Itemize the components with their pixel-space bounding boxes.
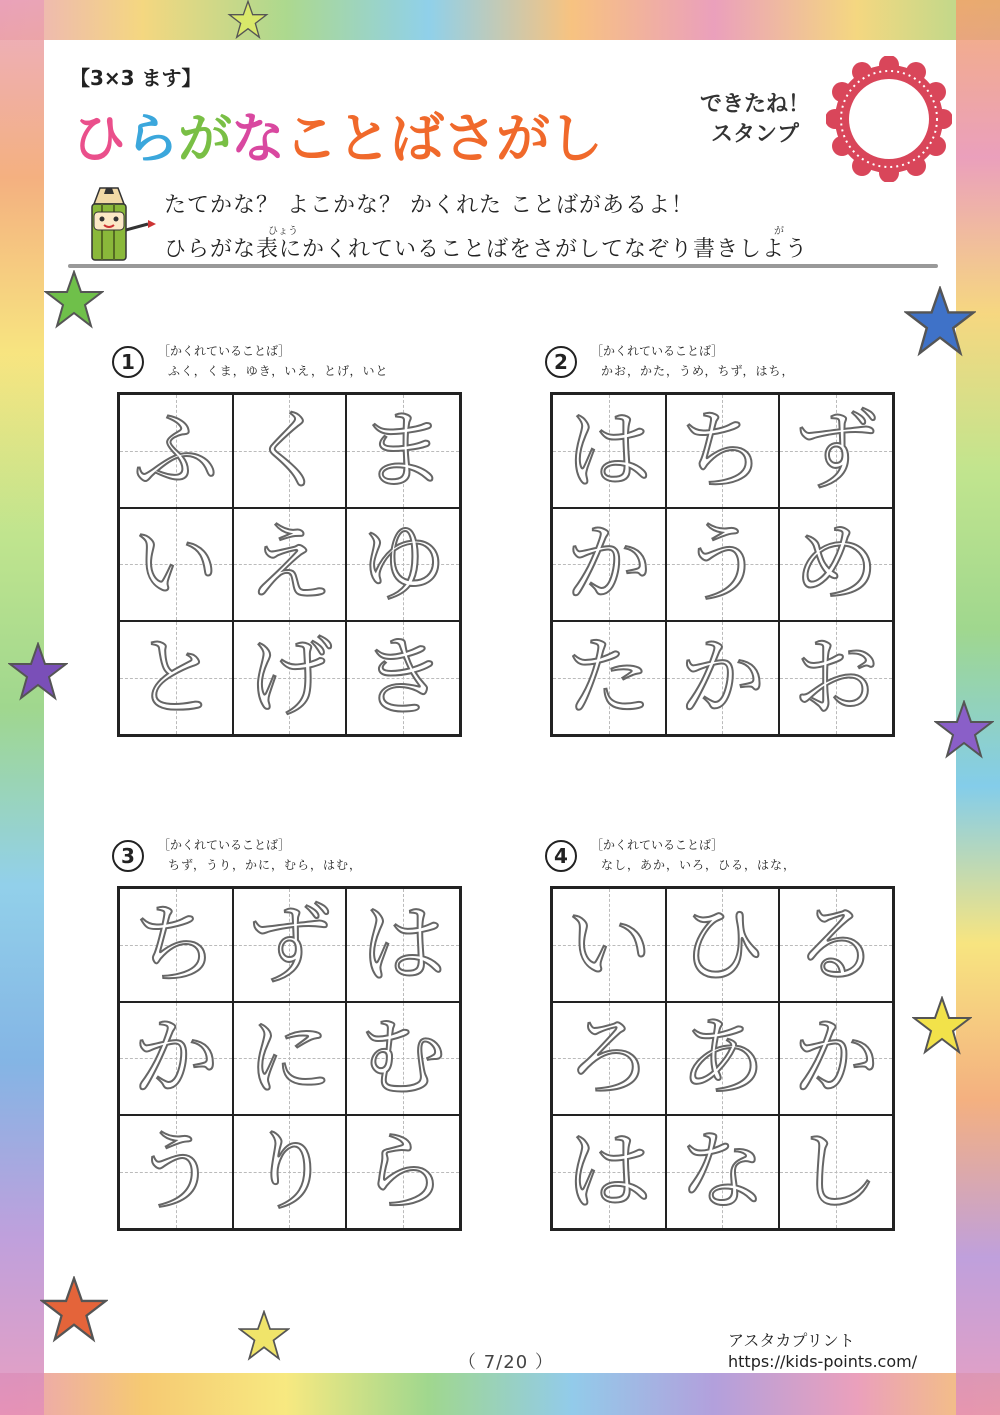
trace-kana: か — [565, 514, 652, 615]
ruby-hyou: ひょう — [268, 226, 298, 237]
grid-cell[interactable] — [552, 1002, 666, 1116]
kana-grid — [117, 886, 462, 1231]
brand-name: アスタカプリント — [728, 1331, 855, 1350]
grid-cell[interactable] — [119, 508, 233, 622]
grid-cell[interactable] — [119, 1115, 233, 1229]
trace-kana: た — [565, 628, 652, 729]
trace-kana: ち — [679, 400, 766, 501]
hidden-words-list: かお，かた，うめ，ちず，はち， — [601, 364, 795, 378]
trace-kana: う — [132, 1122, 219, 1223]
trace-kana: い — [565, 894, 652, 995]
grid-cell[interactable] — [346, 394, 460, 508]
page-title — [72, 96, 602, 173]
stamp-label-line1: できたね！ — [699, 92, 810, 117]
grid-cell[interactable] — [233, 1115, 347, 1229]
grid-cell[interactable] — [779, 1002, 893, 1116]
trace-kana: む — [360, 1008, 447, 1109]
title-part: ひ — [72, 107, 125, 170]
puzzle-number: 2 — [545, 346, 577, 378]
trace-kana: お — [793, 628, 880, 729]
trace-kana: ふ — [132, 400, 219, 501]
hidden-words-list: なし，あか，いろ，ひる，はな， — [601, 858, 797, 872]
hidden-words-label: ［かくれていることば］ — [158, 344, 291, 358]
trace-kana: え — [246, 514, 333, 615]
grid-cell[interactable] — [346, 508, 460, 622]
trace-kana: い — [132, 514, 219, 615]
star-icon — [40, 1276, 108, 1344]
kana-grid — [550, 886, 895, 1231]
trace-kana: る — [793, 894, 880, 995]
trace-kana: ち — [132, 894, 219, 995]
title-part: な — [231, 107, 284, 170]
grid-cell[interactable] — [119, 888, 233, 1002]
hidden-words-label: ［かくれていることば］ — [591, 838, 724, 852]
grid-cell[interactable] — [233, 621, 347, 735]
star-icon — [912, 996, 972, 1056]
title-part: が — [178, 107, 231, 170]
grid-cell[interactable] — [552, 508, 666, 622]
instruction-line-1: たてかな？ よこかな？ かくれた ことばがあるよ！ — [164, 193, 694, 218]
grid-cell[interactable] — [666, 621, 780, 735]
stamp-circle-icon — [826, 56, 952, 182]
trace-kana: き — [360, 628, 447, 729]
trace-kana: し — [793, 1122, 880, 1223]
trace-kana: ま — [360, 400, 447, 501]
grid-cell[interactable] — [552, 888, 666, 1002]
hidden-words-list: ふく，くま，ゆき，いえ，とげ，いと — [168, 364, 389, 378]
site-url[interactable]: https://kids-points.com/ — [728, 1352, 918, 1371]
frame-top — [0, 0, 1000, 40]
frame-left — [0, 0, 44, 1415]
trace-kana: ひ — [679, 894, 766, 995]
grid-cell[interactable] — [346, 1002, 460, 1116]
grid-cell[interactable] — [552, 621, 666, 735]
stamp-label-line2: スタンプ — [710, 122, 799, 147]
grid-cell[interactable] — [779, 394, 893, 508]
trace-kana: あ — [679, 1008, 766, 1109]
grid-cell[interactable] — [666, 508, 780, 622]
trace-kana: ず — [793, 400, 880, 501]
trace-kana: く — [246, 400, 333, 501]
grid-cell[interactable] — [119, 1002, 233, 1116]
star-icon — [904, 286, 976, 358]
pencil-mascot-icon — [78, 184, 158, 264]
instruction-line-2: ひらがな表にかくれていることばをさがしてなぞり書きしよう — [164, 237, 809, 262]
frame-bottom — [0, 1373, 1000, 1415]
title-part: ことばさがし — [284, 107, 602, 170]
grid-cell[interactable] — [346, 1115, 460, 1229]
hidden-words-label: ［かくれていることば］ — [591, 344, 724, 358]
trace-kana: な — [679, 1122, 766, 1223]
grid-cell[interactable] — [233, 1002, 347, 1116]
title-part: ら — [125, 107, 178, 170]
grid-cell[interactable] — [666, 888, 780, 1002]
star-icon — [44, 270, 104, 330]
trace-kana: か — [793, 1008, 880, 1109]
grid-cell[interactable] — [666, 1002, 780, 1116]
grid-cell[interactable] — [552, 394, 666, 508]
trace-kana: と — [132, 628, 219, 729]
grid-cell[interactable] — [233, 394, 347, 508]
trace-kana: か — [679, 628, 766, 729]
divider — [68, 264, 938, 268]
puzzle-number: 3 — [112, 840, 144, 872]
grid-cell[interactable] — [552, 1115, 666, 1229]
grid-size-badge: 【3×3 ます】 — [70, 66, 202, 90]
trace-kana: か — [132, 1008, 219, 1109]
grid-cell[interactable] — [779, 888, 893, 1002]
grid-cell[interactable] — [119, 621, 233, 735]
trace-kana: ゆ — [360, 514, 447, 615]
star-icon — [8, 642, 68, 702]
grid-cell[interactable] — [779, 1115, 893, 1229]
star-icon — [238, 1310, 290, 1362]
trace-kana: ら — [360, 1122, 447, 1223]
trace-kana: は — [565, 1122, 652, 1223]
puzzle-number: 4 — [545, 840, 577, 872]
stamp-label — [690, 90, 820, 150]
grid-cell[interactable] — [233, 888, 347, 1002]
trace-kana: は — [360, 894, 447, 995]
grid-cell[interactable] — [666, 394, 780, 508]
grid-cell[interactable] — [779, 621, 893, 735]
star-icon — [934, 700, 994, 760]
trace-kana: う — [679, 514, 766, 615]
trace-kana: は — [565, 400, 652, 501]
grid-cell[interactable] — [666, 1115, 780, 1229]
grid-cell[interactable] — [119, 394, 233, 508]
puzzle-number: 1 — [112, 346, 144, 378]
grid-cell[interactable] — [346, 621, 460, 735]
trace-kana: め — [793, 514, 880, 615]
kana-grid — [117, 392, 462, 737]
grid-cell[interactable] — [233, 508, 347, 622]
star-icon — [224, 0, 272, 40]
hidden-words-list: ちず，うり，かに，むら，はむ， — [168, 858, 363, 872]
trace-kana: ろ — [565, 1008, 652, 1109]
trace-kana: り — [246, 1122, 333, 1223]
hidden-words-label: ［かくれていることば］ — [158, 838, 291, 852]
trace-kana: に — [246, 1008, 333, 1109]
trace-kana: ず — [246, 894, 333, 995]
grid-cell[interactable] — [779, 508, 893, 622]
grid-cell[interactable] — [346, 888, 460, 1002]
kana-grid — [550, 392, 895, 737]
page-number: （ 7/20 ） — [458, 1352, 554, 1373]
trace-kana: げ — [246, 628, 333, 729]
ruby-ga: が — [774, 226, 784, 237]
